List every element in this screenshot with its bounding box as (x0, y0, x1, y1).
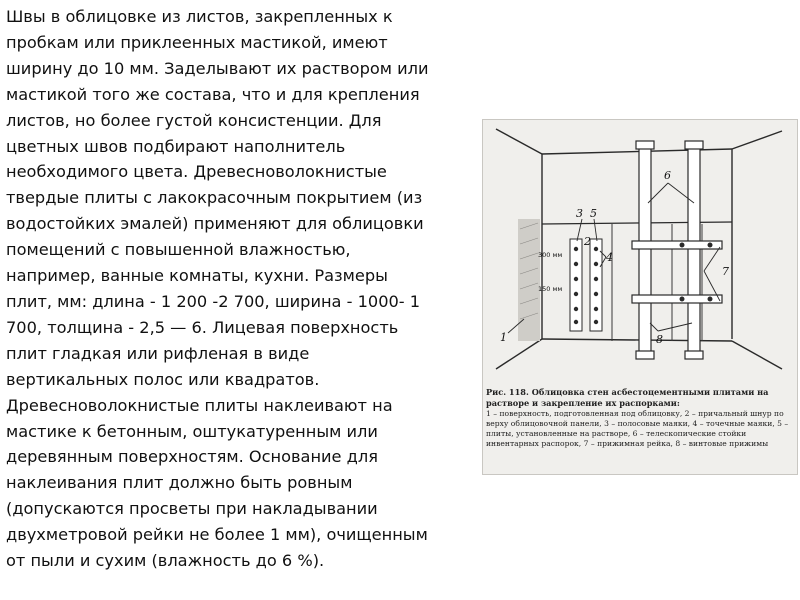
text-line: от пыли и сухим (влажность до 6 %). (6, 551, 325, 571)
figure-caption-body: 1 – поверхность, подготовленная под облицовку, 2 – причальный шнур по верху облицовочной панели, 3 – полосовые маяки, 4 – точечные маяки, 5 – плиты, установленные на растворе, 6 – телескопические стойки инвентарных распорок, 7 – прижимная рейка, 8 – винтовые прижимы (486, 409, 789, 448)
label-4: 4 (606, 251, 613, 264)
label-2: 2 (584, 235, 591, 248)
text-line: наклеивания плит должно быть ровным (6, 473, 353, 493)
text-line: (допускаются просветы при накладывании (6, 499, 378, 519)
label-5: 5 (590, 207, 597, 220)
text-line: Швы в облицовке из листов, закрепленных к (6, 7, 393, 26)
label-3: 3 (576, 207, 583, 220)
text-line: пробкам или приклеенных мастикой, имеют (6, 32, 388, 52)
figure-caption-title: Рис. 118. Облицовка стен асбестоцементными плитами на растворе и закрепление их распорками: (486, 387, 769, 408)
text-line: деревянным поверхностям. Основание для (6, 447, 378, 467)
prepared-surface (518, 219, 540, 341)
text-line: листов, но более густой консистенции. Для (6, 110, 382, 130)
text-line: водостойких эмалей) применяют для облицовки (6, 214, 424, 234)
text-line: цветных швов подбирают наполнитель (6, 136, 346, 156)
figure-wall-cladding (482, 119, 798, 475)
text-line: твердые плиты с лакокрасочным покрытием (из (6, 188, 423, 208)
text-line: необходимого цвета. Древесноволокнистые (6, 162, 387, 182)
text-line: плит, мм: длина - 1 200 -2 700, ширина - 1000- 1 (6, 291, 421, 311)
text-line: например, ванные комнаты, кухни. Размеры (6, 266, 388, 286)
dimension-300: 300 мм (538, 251, 563, 259)
label-1: 1 (500, 331, 507, 344)
figure-caption (486, 387, 792, 449)
text-line: Древесноволокнистые плиты наклеивают на (6, 395, 393, 415)
dimension-150: 150 мм (538, 285, 563, 293)
text-line: плит гладкая или рифленая в виде (6, 343, 310, 363)
text-line: мастике к бетонным, оштукатуренным или (6, 421, 378, 441)
label-6: 6 (664, 169, 671, 182)
text-line: ширину до 10 мм. Заделывают их раствором или (6, 58, 429, 78)
label-7: 7 (722, 265, 729, 278)
text-line: помещений с повышенной влажностью, (6, 240, 351, 260)
text-line: вертикальных полос или квадратов. (6, 369, 320, 389)
text-line: 700, толщина - 2,5 — 6. Лицевая поверхность (6, 317, 399, 337)
text-line: мастикой того же состава, что и для крепления (6, 84, 420, 104)
text-line: двухметровой рейки не более 1 мм), очищенным (6, 525, 428, 545)
body-text (6, 4, 480, 574)
label-8: 8 (656, 333, 663, 346)
